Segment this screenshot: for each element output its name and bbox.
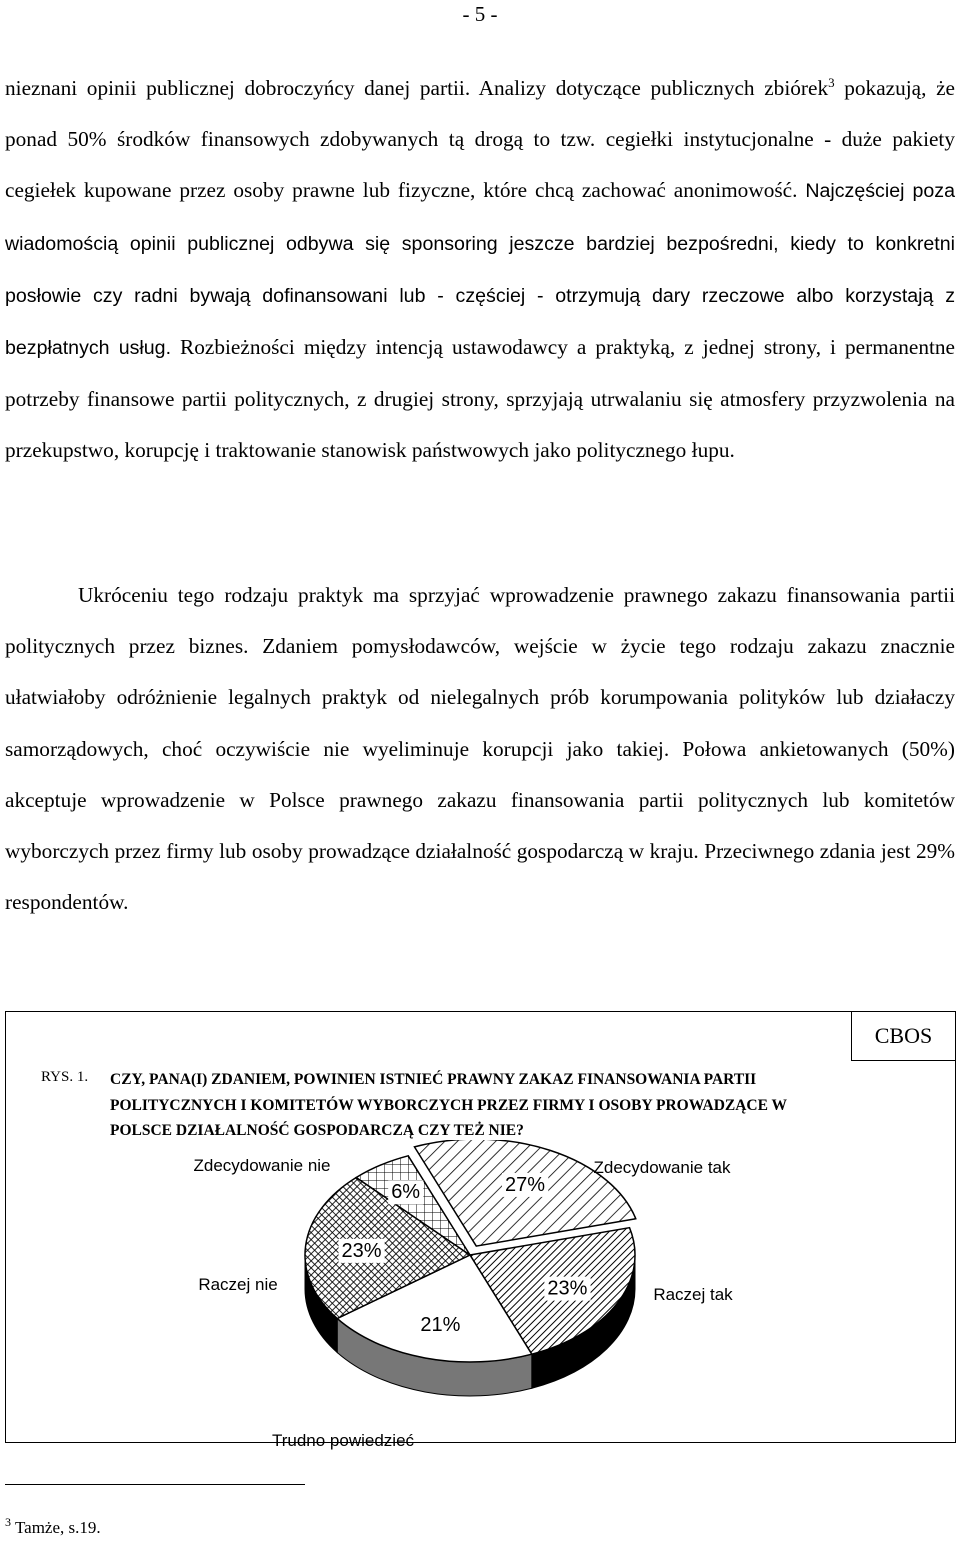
source-label-box: CBOS: [851, 1011, 956, 1061]
pie-chart: [0, 1140, 960, 1460]
paragraph-text-sans: Najczęściej poza wiadomością opinii publicznej odbywa się sponsoring jeszcze bardziej bezpośredni, kiedy to konkretni posłowie czy radni bywają dofinansowani lub - częściej - otrzymują dary rzeczowe albo korzystają z bezpłatnych usług.: [5, 180, 955, 360]
pie-value-label-4: 6%: [391, 1181, 421, 1204]
footnote: [5, 1515, 101, 1538]
figure-label: RYS. 1.: [41, 1069, 89, 1085]
page-number: - 5 -: [462, 2, 498, 26]
footnote-reference: 3: [828, 75, 835, 90]
pie-value-label-1: 23%: [547, 1277, 588, 1300]
pie-value-label-0: 27%: [505, 1173, 546, 1196]
pie-value-label-3: 23%: [341, 1239, 382, 1262]
pie-category-label-4: Zdecydowanie nie: [193, 1156, 331, 1175]
footnote-number: 3: [5, 1515, 11, 1529]
footnote-separator: [5, 1484, 305, 1485]
pie-category-label-1: Raczej tak: [653, 1285, 733, 1304]
pie-value-label-2: 21%: [420, 1313, 461, 1336]
pie-category-label-2: Trudno powiedzieć: [271, 1431, 415, 1450]
paragraph-text: pokazują, że ponad 50% środków finansowych zdobywanych tą drogą to tzw. cegiełki instytucjonalne - duże pakiety cegiełek kupowane przez osoby prawne lub fizyczne, które chcą zachować anonimowość.: [5, 76, 955, 203]
pie-category-label-0: Zdecydowanie tak: [593, 1158, 731, 1177]
body-paragraph-1: [5, 63, 955, 477]
footnote-text: Tamże, s.19.: [14, 1518, 101, 1537]
paragraph-text: Rozbieżności między intencją ustawodawcy a praktyką, z jednej strony, i permanentne potrzeby finansowe partii politycznych, z drugiej strony, sprzyjają utrwalaniu się atmosfery przyzwolenia na przekupstwo, korupcję i traktowanie stanowisk państwowych jako politycznego łupu.: [5, 335, 955, 463]
body-paragraph-2: Ukróceniu tego rodzaju praktyk ma sprzyjać wprowadzenie prawnego zakazu finansowania partii politycznych przez biznes. Zdaniem pomysłodawców, wejście w życie tego rodzaju zakazu znacznie ułatwiałoby odróżnienie legalnych praktyk od nielegalnych prób korumpowania polityków lub działaczy samorządowych, choć oczywiście nie wyeliminuje korupcji jako takiej. Połowa ankietowanych (50%) akceptuje wprowadzenie w Polsce prawnego zakazu finansowania partii politycznych lub komitetów wyborczych przez firmy lub osoby prowadzące działalność gospodarczą w kraju. Przeciwnego zdania jest 29% respondentów.: [5, 583, 955, 915]
pie-category-label-3: Raczej nie: [198, 1275, 278, 1294]
figure-title: CZY, PANA(I) ZDANIEM, POWINIEN ISTNIEĆ PRAWNY ZAKAZ FINANSOWANIA PARTII POLITYCZNYCH I KOMITETÓW WYBORCZYCH PRZEZ FIRMY I OSOBY PROWADZĄCE W POLSCE DZIAŁALNOŚĆ GOSPODARCZĄ CZY TEŻ NIE?: [110, 1071, 787, 1139]
paragraph-text: nieznani opinii publicznej dobroczyńcy danej partii. Analizy dotyczące publicznych zbiórek: [5, 76, 829, 100]
